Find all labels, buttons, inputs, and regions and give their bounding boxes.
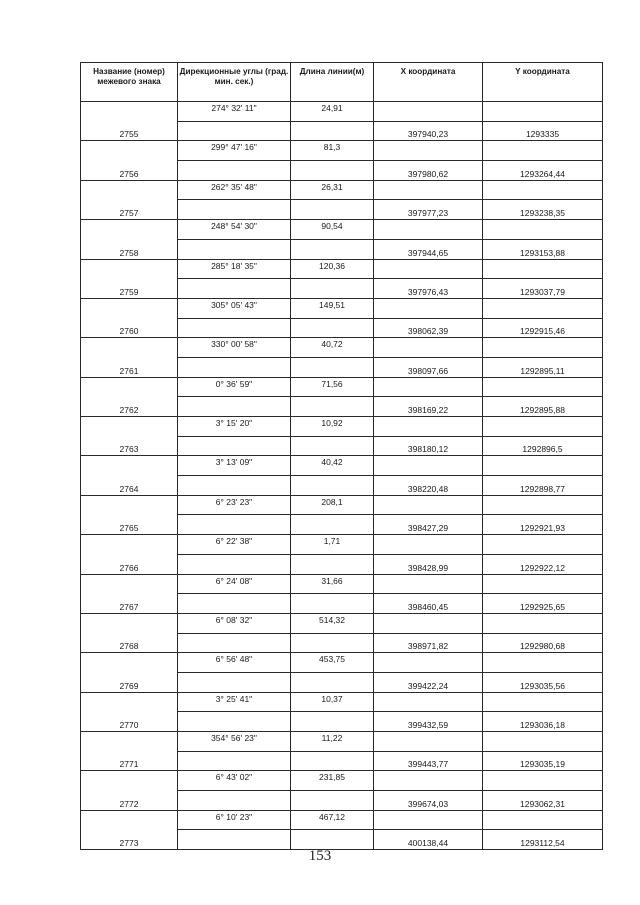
length-cell xyxy=(291,436,374,456)
length-cell: 1,71 xyxy=(291,535,374,555)
x-coordinate-cell: 398460,45 xyxy=(374,594,483,614)
x-coordinate-cell: 398062,39 xyxy=(374,318,483,338)
bearing-cell xyxy=(178,712,291,732)
length-cell xyxy=(291,791,374,811)
line-segment-row xyxy=(81,220,603,240)
x-coordinate-cell: 399674,03 xyxy=(374,791,483,811)
bearing-cell: 330° 00' 58" xyxy=(178,338,291,358)
boundary-point-row xyxy=(81,672,603,692)
y-coordinate-cell: 1293238,35 xyxy=(483,200,603,220)
bearing-cell xyxy=(178,239,291,259)
bearing-cell xyxy=(178,515,291,535)
mark-name-cell: 2758 xyxy=(81,239,178,259)
boundary-point-row xyxy=(81,318,603,338)
y-coordinate-cell xyxy=(483,810,603,830)
boundary-point-row xyxy=(81,751,603,771)
x-coordinate-cell xyxy=(374,180,483,200)
y-coordinate-cell: 1293036,18 xyxy=(483,712,603,732)
line-segment-row xyxy=(81,377,603,397)
x-coordinate-cell xyxy=(374,338,483,358)
line-segment-row xyxy=(81,810,603,830)
mark-name-cell xyxy=(81,653,178,673)
length-cell: 10,92 xyxy=(291,417,374,437)
length-cell: 208,1 xyxy=(291,495,374,515)
bearing-cell: 3° 13' 09" xyxy=(178,456,291,476)
length-cell xyxy=(291,554,374,574)
y-coordinate-cell xyxy=(483,220,603,240)
mark-name-cell: 2757 xyxy=(81,200,178,220)
bearing-cell: 299° 47' 16" xyxy=(178,141,291,161)
y-coordinate-cell xyxy=(483,102,603,122)
y-coordinate-cell: 1293062,31 xyxy=(483,791,603,811)
mark-name-cell xyxy=(81,220,178,240)
x-coordinate-cell xyxy=(374,220,483,240)
x-coordinate-cell: 399443,77 xyxy=(374,751,483,771)
y-coordinate-cell: 1293264,44 xyxy=(483,161,603,181)
mark-name-cell xyxy=(81,810,178,830)
x-coordinate-cell: 397976,43 xyxy=(374,279,483,299)
y-coordinate-cell: 1293037,79 xyxy=(483,279,603,299)
boundary-point-row xyxy=(81,476,603,496)
mark-name-cell xyxy=(81,535,178,555)
x-coordinate-cell xyxy=(374,535,483,555)
bearing-cell: 6° 10' 23" xyxy=(178,810,291,830)
length-cell: 467,12 xyxy=(291,810,374,830)
y-coordinate-cell: 1293335 xyxy=(483,121,603,141)
length-cell: 31,66 xyxy=(291,574,374,594)
mark-name-cell: 2771 xyxy=(81,751,178,771)
x-coordinate-cell: 397940,23 xyxy=(374,121,483,141)
x-coordinate-cell xyxy=(374,417,483,437)
bearing-cell: 354° 56' 23" xyxy=(178,732,291,752)
y-coordinate-cell xyxy=(483,259,603,279)
header-y-coordinate: Y координата xyxy=(483,63,603,102)
length-cell xyxy=(291,239,374,259)
x-coordinate-cell xyxy=(374,495,483,515)
bearing-cell: 6° 24' 08" xyxy=(178,574,291,594)
x-coordinate-cell: 398169,22 xyxy=(374,397,483,417)
bearing-cell: 285° 18' 35" xyxy=(178,259,291,279)
y-coordinate-cell: 1292898,77 xyxy=(483,476,603,496)
x-coordinate-cell: 397977,23 xyxy=(374,200,483,220)
y-coordinate-cell: 1292915,46 xyxy=(483,318,603,338)
boundary-point-row xyxy=(81,515,603,535)
boundary-point-row xyxy=(81,436,603,456)
y-coordinate-cell: 1293035,56 xyxy=(483,672,603,692)
length-cell xyxy=(291,161,374,181)
boundary-point-row xyxy=(81,121,603,141)
mark-name-cell: 2772 xyxy=(81,791,178,811)
page-number: 153 xyxy=(308,848,332,864)
line-segment-row xyxy=(81,298,603,318)
y-coordinate-cell: 1293153,88 xyxy=(483,239,603,259)
y-coordinate-cell: 1292895,11 xyxy=(483,357,603,377)
length-cell xyxy=(291,121,374,141)
y-coordinate-cell: 1293035,19 xyxy=(483,751,603,771)
x-coordinate-cell: 398971,82 xyxy=(374,633,483,653)
length-cell: 149,51 xyxy=(291,298,374,318)
length-cell: 120,36 xyxy=(291,259,374,279)
bearing-cell: 6° 08' 32" xyxy=(178,613,291,633)
length-cell xyxy=(291,397,374,417)
x-coordinate-cell xyxy=(374,771,483,791)
bearing-cell xyxy=(178,476,291,496)
mark-name-cell xyxy=(81,771,178,791)
boundary-point-row xyxy=(81,397,603,417)
mark-name-cell xyxy=(81,417,178,437)
bearing-cell xyxy=(178,594,291,614)
y-coordinate-cell xyxy=(483,417,603,437)
line-segment-row xyxy=(81,102,603,122)
mark-name-cell xyxy=(81,574,178,594)
bearing-cell: 274° 32' 11" xyxy=(178,102,291,122)
y-coordinate-cell xyxy=(483,771,603,791)
header-length: Длина линии(м) xyxy=(291,63,374,102)
length-cell xyxy=(291,830,374,850)
y-coordinate-cell xyxy=(483,535,603,555)
mark-name-cell xyxy=(81,259,178,279)
x-coordinate-cell xyxy=(374,456,483,476)
y-coordinate-cell xyxy=(483,141,603,161)
y-coordinate-cell xyxy=(483,456,603,476)
x-coordinate-cell xyxy=(374,692,483,712)
boundary-point-row xyxy=(81,712,603,732)
mark-name-cell xyxy=(81,338,178,358)
x-coordinate-cell xyxy=(374,141,483,161)
x-coordinate-cell: 398220,48 xyxy=(374,476,483,496)
line-segment-row xyxy=(81,535,603,555)
line-segment-row xyxy=(81,338,603,358)
table-body xyxy=(81,102,603,850)
x-coordinate-cell: 399432,59 xyxy=(374,712,483,732)
length-cell: 26,31 xyxy=(291,180,374,200)
bearing-cell xyxy=(178,279,291,299)
length-cell: 10,37 xyxy=(291,692,374,712)
y-coordinate-cell xyxy=(483,338,603,358)
bearing-cell: 305° 05' 43" xyxy=(178,298,291,318)
mark-name-cell: 2767 xyxy=(81,594,178,614)
bearing-cell: 3° 25' 41" xyxy=(178,692,291,712)
header-mark-name: Название (номер) межевого знака xyxy=(81,63,178,102)
mark-name-cell: 2773 xyxy=(81,830,178,850)
header-bearing: Дирекционные углы (град. мин. сек.) xyxy=(178,63,291,102)
mark-name-cell xyxy=(81,456,178,476)
boundary-point-row xyxy=(81,830,603,850)
x-coordinate-cell xyxy=(374,810,483,830)
bearing-cell xyxy=(178,436,291,456)
line-segment-row xyxy=(81,574,603,594)
header-row xyxy=(81,63,603,102)
bearing-cell xyxy=(178,200,291,220)
mark-name-cell: 2756 xyxy=(81,161,178,181)
line-segment-row xyxy=(81,732,603,752)
line-segment-row xyxy=(81,259,603,279)
length-cell xyxy=(291,515,374,535)
bearing-cell: 6° 23' 23" xyxy=(178,495,291,515)
mark-name-cell xyxy=(81,102,178,122)
x-coordinate-cell xyxy=(374,732,483,752)
y-coordinate-cell xyxy=(483,298,603,318)
bearing-cell xyxy=(178,554,291,574)
length-cell: 81,3 xyxy=(291,141,374,161)
mark-name-cell: 2765 xyxy=(81,515,178,535)
boundary-point-row xyxy=(81,279,603,299)
bearing-cell xyxy=(178,121,291,141)
length-cell xyxy=(291,594,374,614)
mark-name-cell: 2763 xyxy=(81,436,178,456)
mark-name-cell xyxy=(81,180,178,200)
boundary-point-row xyxy=(81,791,603,811)
bearing-cell xyxy=(178,397,291,417)
mark-name-cell xyxy=(81,377,178,397)
x-coordinate-cell: 398428,99 xyxy=(374,554,483,574)
length-cell: 24,91 xyxy=(291,102,374,122)
boundary-point-row xyxy=(81,161,603,181)
bearing-cell: 248° 54' 30" xyxy=(178,220,291,240)
line-segment-row xyxy=(81,417,603,437)
mark-name-cell: 2762 xyxy=(81,397,178,417)
x-coordinate-cell: 398180,12 xyxy=(374,436,483,456)
bearing-cell xyxy=(178,791,291,811)
y-coordinate-cell xyxy=(483,180,603,200)
y-coordinate-cell: 1292925,65 xyxy=(483,594,603,614)
x-coordinate-cell: 398427,29 xyxy=(374,515,483,535)
x-coordinate-cell xyxy=(374,653,483,673)
mark-name-cell: 2759 xyxy=(81,279,178,299)
x-coordinate-cell: 397944,65 xyxy=(374,239,483,259)
y-coordinate-cell xyxy=(483,732,603,752)
x-coordinate-cell xyxy=(374,298,483,318)
x-coordinate-cell: 399422,24 xyxy=(374,672,483,692)
y-coordinate-cell: 1293112,54 xyxy=(483,830,603,850)
bearing-cell xyxy=(178,633,291,653)
x-coordinate-cell: 398097,66 xyxy=(374,357,483,377)
y-coordinate-cell xyxy=(483,692,603,712)
bearing-cell xyxy=(178,830,291,850)
line-segment-row xyxy=(81,456,603,476)
line-segment-row xyxy=(81,141,603,161)
boundary-point-row xyxy=(81,357,603,377)
length-cell: 514,32 xyxy=(291,613,374,633)
mark-name-cell: 2755 xyxy=(81,121,178,141)
bearing-cell xyxy=(178,161,291,181)
boundary-point-row xyxy=(81,594,603,614)
length-cell: 71,56 xyxy=(291,377,374,397)
x-coordinate-cell xyxy=(374,102,483,122)
boundary-point-row xyxy=(81,239,603,259)
y-coordinate-cell: 1292980,68 xyxy=(483,633,603,653)
length-cell: 40,72 xyxy=(291,338,374,358)
line-segment-row xyxy=(81,692,603,712)
boundary-point-row xyxy=(81,554,603,574)
mark-name-cell: 2770 xyxy=(81,712,178,732)
x-coordinate-cell xyxy=(374,613,483,633)
bearing-cell: 3° 15' 20" xyxy=(178,417,291,437)
length-cell xyxy=(291,357,374,377)
mark-name-cell: 2760 xyxy=(81,318,178,338)
length-cell xyxy=(291,712,374,732)
length-cell xyxy=(291,751,374,771)
bearing-cell: 0° 36' 59" xyxy=(178,377,291,397)
y-coordinate-cell xyxy=(483,613,603,633)
bearing-cell: 6° 43' 02" xyxy=(178,771,291,791)
y-coordinate-cell xyxy=(483,377,603,397)
length-cell xyxy=(291,200,374,220)
length-cell xyxy=(291,318,374,338)
bearing-cell: 6° 56' 48" xyxy=(178,653,291,673)
boundary-point-row xyxy=(81,633,603,653)
mark-name-cell xyxy=(81,692,178,712)
line-segment-row xyxy=(81,653,603,673)
x-coordinate-cell: 400138,44 xyxy=(374,830,483,850)
mark-name-cell: 2766 xyxy=(81,554,178,574)
y-coordinate-cell xyxy=(483,574,603,594)
line-segment-row xyxy=(81,180,603,200)
bearing-cell: 262° 35' 48" xyxy=(178,180,291,200)
bearing-cell xyxy=(178,357,291,377)
x-coordinate-cell xyxy=(374,259,483,279)
bearing-cell xyxy=(178,672,291,692)
length-cell xyxy=(291,672,374,692)
bearing-cell xyxy=(178,751,291,771)
x-coordinate-cell xyxy=(374,574,483,594)
mark-name-cell xyxy=(81,495,178,515)
line-segment-row xyxy=(81,495,603,515)
mark-name-cell: 2764 xyxy=(81,476,178,496)
mark-name-cell xyxy=(81,732,178,752)
y-coordinate-cell: 1292895,88 xyxy=(483,397,603,417)
y-coordinate-cell xyxy=(483,653,603,673)
mark-name-cell: 2768 xyxy=(81,633,178,653)
length-cell xyxy=(291,633,374,653)
length-cell: 40,42 xyxy=(291,456,374,476)
y-coordinate-cell: 1292896,5 xyxy=(483,436,603,456)
length-cell: 453,75 xyxy=(291,653,374,673)
x-coordinate-cell xyxy=(374,377,483,397)
line-segment-row xyxy=(81,771,603,791)
header-x-coordinate: X координата xyxy=(374,63,483,102)
bearing-cell xyxy=(178,318,291,338)
length-cell xyxy=(291,476,374,496)
y-coordinate-cell: 1292922,12 xyxy=(483,554,603,574)
length-cell xyxy=(291,279,374,299)
mark-name-cell: 2761 xyxy=(81,357,178,377)
length-cell: 231,85 xyxy=(291,771,374,791)
x-coordinate-cell: 397980,62 xyxy=(374,161,483,181)
table-header xyxy=(81,63,603,102)
bearing-cell: 6° 22' 38" xyxy=(178,535,291,555)
mark-name-cell: 2769 xyxy=(81,672,178,692)
line-segment-row xyxy=(81,613,603,633)
boundary-point-row xyxy=(81,200,603,220)
mark-name-cell xyxy=(81,141,178,161)
y-coordinate-cell: 1292921,93 xyxy=(483,515,603,535)
mark-name-cell xyxy=(81,613,178,633)
boundary-marks-table xyxy=(80,62,603,850)
length-cell: 11,22 xyxy=(291,732,374,752)
length-cell: 90,54 xyxy=(291,220,374,240)
y-coordinate-cell xyxy=(483,495,603,515)
mark-name-cell xyxy=(81,298,178,318)
